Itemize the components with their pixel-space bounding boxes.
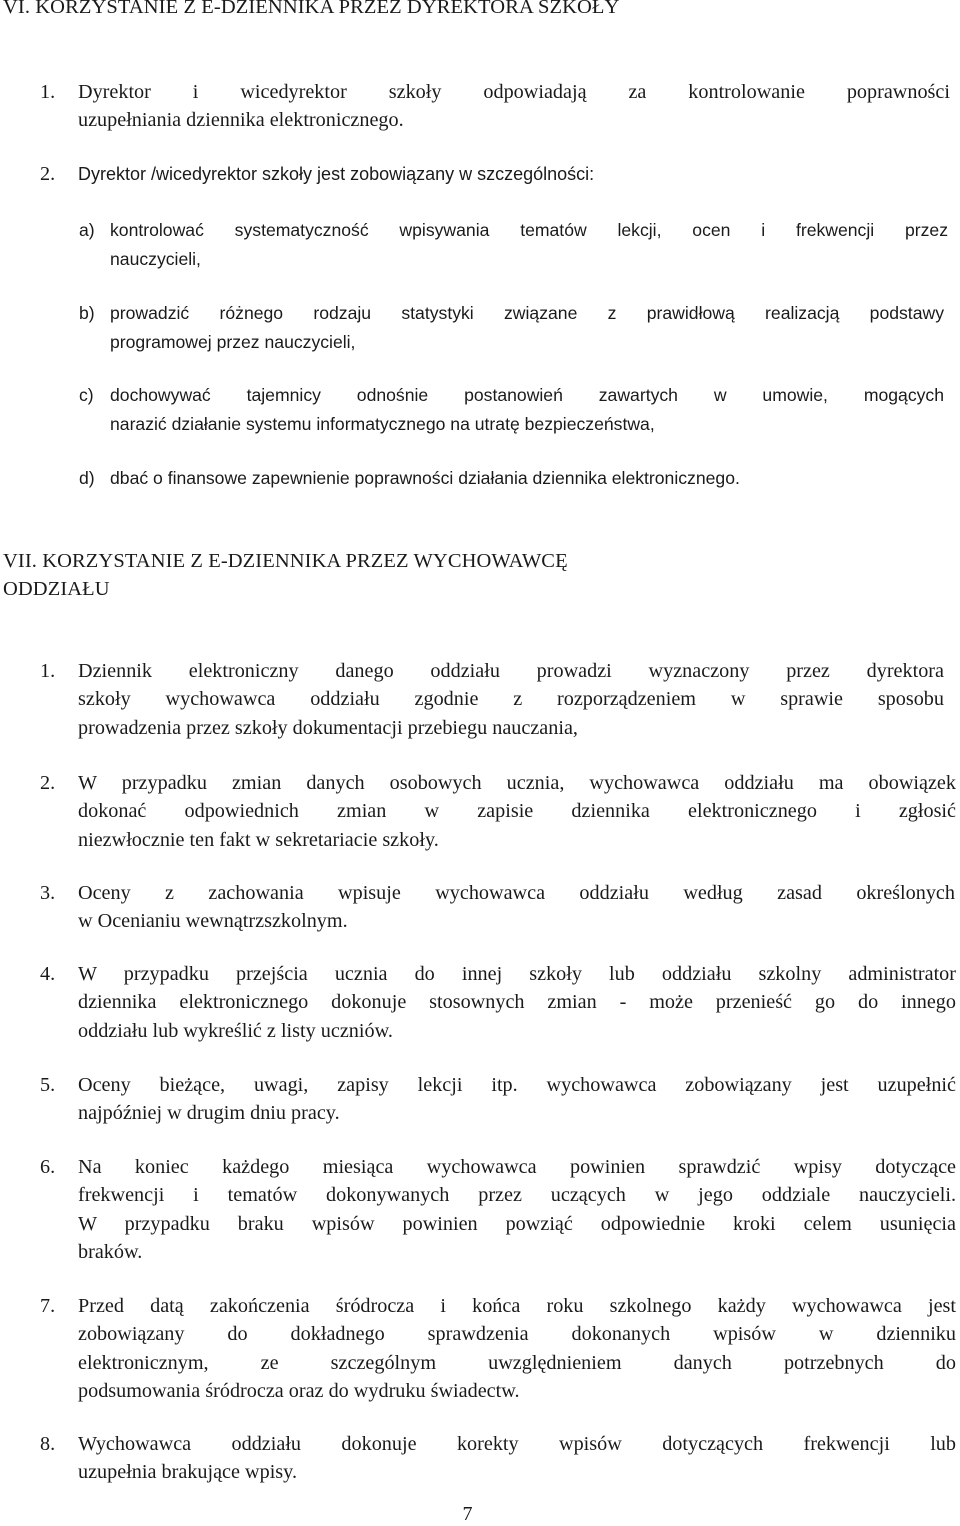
subitem-a-line-1: kontrolować systematyczność wpisywania tematów lekcji, ocen i frekwencji przez	[110, 220, 948, 240]
subitem-c-line-2: narazić działanie systemu informatycznego na utratę bezpieczeństwa,	[110, 413, 655, 434]
section-7-item-3	[78, 879, 955, 936]
section-7-item-7-line-4: podsumowania śródrocza oraz do wydruku świadectw.	[78, 1379, 520, 1402]
section-7-item-4-line-2: dziennika elektronicznego dokonuje stosownych zmian - może przenieść go do innego	[78, 991, 956, 1014]
subitem-b-line-2: programowej przez nauczycieli,	[110, 331, 356, 352]
section-7-item-8-line-1: Wychowawca oddziału dokonuje korekty wpisów dotyczących frekwencji lub	[78, 1433, 956, 1455]
section-7-item-5-number: 5.	[40, 1074, 56, 1096]
page-number: 7	[462, 1503, 473, 1525]
section-7-item-5	[78, 1071, 956, 1128]
subitem-d-line-1: dbać o finansowe zapewnienie poprawności działania dziennika elektronicznego.	[110, 468, 740, 488]
section-6-item-1	[78, 78, 950, 135]
section-7-item-3-line-2: w Ocenianiu wewnątrzszkolnym.	[78, 910, 348, 933]
section-7-item-8-number: 8.	[40, 1433, 56, 1455]
section-7-item-7-number: 7.	[40, 1295, 56, 1317]
section-7-item-3-line-1: Oceny z zachowania wpisuje wychowawca oddziału według zasad określonych	[78, 882, 955, 904]
subitem-c	[110, 381, 944, 438]
subitem-c-line-1: dochowywać tajemnicy odnośnie postanowień zawartych w umowie, mogących	[110, 385, 944, 405]
section-6-item-2	[78, 160, 956, 189]
section-7-item-3-number: 3.	[40, 882, 56, 904]
section-7-item-2-line-2: dokonać odpowiednich zmian w zapisie dziennika elektronicznego i zgłosić	[78, 800, 956, 823]
section-6-item-1-line-1: Dyrektor i wicedyrektor szkoły odpowiadają za kontrolowanie poprawności	[78, 81, 950, 103]
subitem-a-letter: a)	[79, 220, 95, 240]
subitem-b	[110, 299, 944, 356]
section-7-item-2	[78, 769, 956, 854]
section-7-heading-line-2: ODDZIAŁU	[3, 578, 110, 600]
section-7-item-7-line-3: elektronicznym, ze szczególnym uwzględnieniem danych potrzebnych do	[78, 1351, 956, 1374]
section-7-item-4	[78, 960, 956, 1045]
section-7-item-4-number: 4.	[40, 963, 56, 985]
section-7-item-2-line-1: W przypadku zmian danych osobowych ucznia, wychowawca oddziału ma obowiązek	[78, 772, 956, 794]
section-7-item-6-line-3: W przypadku braku wpisów powinien powziąć odpowiednie kroki celem usunięcia	[78, 1212, 956, 1235]
section-6-item-2-number: 2.	[40, 163, 56, 185]
section-6-heading: VI. KORZYSTANIE Z E-DZIENNIKA PRZEZ DYREKTORA SZKOŁY	[3, 0, 620, 18]
section-6-item-2-line-1: Dyrektor /wicedyrektor szkoły jest zobowiązany w szczególności:	[78, 164, 595, 184]
section-7-item-1-line-2: szkoły wychowawca oddziału zgodnie z rozporządzeniem w sprawie sposobu	[78, 688, 944, 711]
section-7-item-5-line-1: Oceny bieżące, uwagi, zapisy lekcji itp. wychowawca zobowiązany jest uzupełnić	[78, 1074, 956, 1096]
section-7-item-8-line-2: uzupełnia brakujące wpisy.	[78, 1461, 297, 1484]
subitem-d	[110, 464, 948, 493]
section-7-item-6-line-1: Na koniec każdego miesiąca wychowawca powinien sprawdzić wpisy dotyczące	[78, 1156, 956, 1178]
section-7-item-4-line-1: W przypadku przejścia ucznia do innej szkoły lub oddziału szkolny administrator	[78, 963, 956, 985]
subitem-a-line-2: nauczycieli,	[110, 248, 201, 269]
section-7-item-2-number: 2.	[40, 772, 56, 794]
section-7-item-1-line-3: prowadzenia przez szkoły dokumentacji przebiegu nauczania,	[78, 716, 578, 739]
section-7-item-6	[78, 1153, 956, 1266]
section-7-item-6-number: 6.	[40, 1156, 56, 1178]
section-7-item-2-line-3: niezwłocznie ten fakt w sekretariacie szkoły.	[78, 828, 439, 851]
section-7-item-6-line-2: frekwencji i tematów dokonywanych przez uczących w jego oddziale nauczycieli.	[78, 1184, 956, 1207]
section-6-item-1-line-2: uzupełniania dziennika elektronicznego.	[78, 109, 404, 132]
section-7-item-8	[78, 1430, 956, 1487]
section-7-item-7-line-1: Przed datą zakończenia śródrocza i końca roku szkolnego każdy wychowawca jest	[78, 1295, 956, 1317]
subitem-b-letter: b)	[79, 303, 95, 323]
section-7-heading-line-1: VII. KORZYSTANIE Z E-DZIENNIKA PRZEZ WYCHOWAWCĘ	[3, 550, 568, 572]
section-7-item-6-line-4: braków.	[78, 1240, 143, 1263]
section-7-item-7	[78, 1292, 956, 1405]
section-7-item-7-line-2: zobowiązany do dokładnego sprawdzenia dokonanych wpisów w dzienniku	[78, 1323, 956, 1346]
subitem-d-letter: d)	[79, 468, 95, 488]
section-7-item-5-line-2: najpóźniej w drugim dniu pracy.	[78, 1102, 340, 1125]
subitem-b-line-1: prowadzić różnego rodzaju statystyki związane z prawidłową realizacją podstawy	[110, 303, 944, 323]
section-6-item-1-number: 1.	[40, 81, 56, 103]
section-7-heading	[3, 547, 568, 603]
section-7-item-1-line-1: Dziennik elektroniczny danego oddziału prowadzi wyznaczony przez dyrektora	[78, 660, 944, 682]
section-7-item-1-number: 1.	[40, 660, 56, 682]
subitem-a	[110, 216, 948, 273]
subitem-c-letter: c)	[79, 385, 94, 405]
section-7-item-1	[78, 657, 944, 742]
section-7-item-4-line-3: oddziału lub wykreślić z listy uczniów.	[78, 1019, 393, 1042]
